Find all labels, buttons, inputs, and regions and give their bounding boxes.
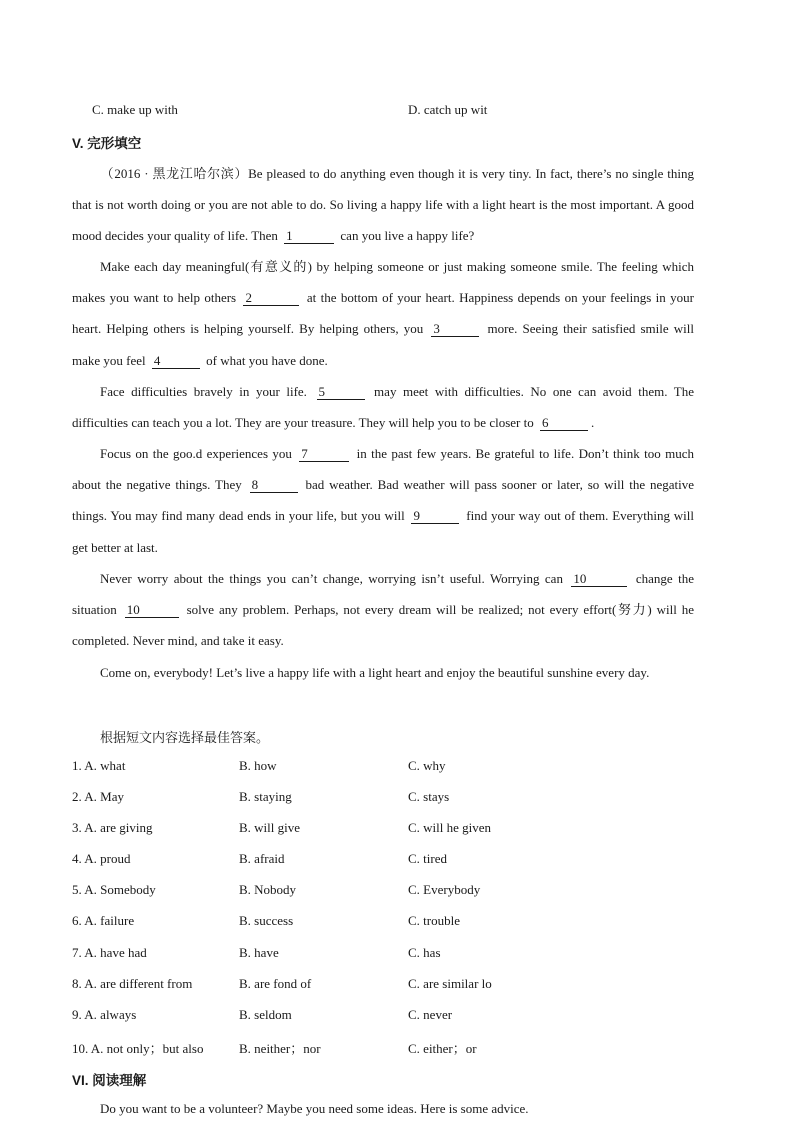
question-10-option-b[interactable]: B. neither；nor bbox=[239, 1041, 321, 1056]
question-3-option-b[interactable]: B. will give bbox=[239, 820, 301, 835]
blank-10a: 10 bbox=[571, 572, 627, 587]
question-1-option-c[interactable]: C. why bbox=[408, 758, 446, 773]
previous-option-d: D. catch up wit bbox=[408, 102, 488, 117]
question-5-option-a[interactable]: 5. A. Somebody bbox=[72, 882, 156, 897]
question-8-option-c[interactable]: C. are similar lo bbox=[408, 976, 492, 991]
passage-paragraph-1: （2016 · 黑龙江哈尔滨）Be pleased to do anything even though it is very tiny. In fact, there’s no single thing that is not worth doing or you are not able to do. So living a happy life with a light heart is the most important. A good mood decides your quality of life. Then 1 can you live a happy life? bbox=[72, 166, 694, 244]
question-2-option-c[interactable]: C. stays bbox=[408, 789, 450, 804]
question-8-option-b[interactable]: B. are fond of bbox=[239, 976, 312, 991]
passage-paragraph-3: Face difficulties bravely in your life. 5 may meet with difficulties. No one can avoid them. The difficulties can teach you a lot. They are your treasure. They will help you to be closer to 6 . bbox=[72, 384, 695, 431]
blank-2: 2 bbox=[243, 291, 299, 306]
question-3-option-a[interactable]: 3. A. are giving bbox=[72, 820, 153, 835]
section-vi-title: VI. 阅读理解 bbox=[72, 1073, 147, 1088]
question-9-option-b[interactable]: B. seldom bbox=[239, 1007, 292, 1022]
blank-8: 8 bbox=[250, 478, 298, 493]
question-5-option-b[interactable]: B. Nobody bbox=[239, 882, 297, 897]
blank-4: 4 bbox=[152, 354, 200, 369]
blank-3: 3 bbox=[431, 322, 479, 337]
question-1-option-b[interactable]: B. how bbox=[239, 758, 277, 773]
question-2-option-a[interactable]: 2. A. May bbox=[72, 789, 124, 804]
question-9-option-c[interactable]: C. never bbox=[408, 1007, 453, 1022]
instruction-text: 根据短文内容选择最佳答案。 bbox=[100, 730, 270, 745]
question-5-option-c[interactable]: C. Everybody bbox=[408, 882, 481, 897]
passage-paragraph-2: Make each day meaningful(有意义的) by helping someone or just making someone smile. The feeling which makes you want to help others 2 at the bottom of your heart. Happiness depends on your feelings in your heart. Helping others is helping yourself. By helping others, you 3 more. Seeing their satisfied smile will make you feel 4 of what you have done. bbox=[72, 259, 694, 368]
passage-paragraph-6: Come on, everybody! Let’s live a happy life with a light heart and enjoy the beautiful sunshine every day. bbox=[100, 665, 650, 680]
question-1-option-a[interactable]: 1. A. what bbox=[72, 758, 126, 773]
passage-paragraph-4: Focus on the goo.d experiences you 7 in the past few years. Be grateful to life. Don’t think too much about the negative things. They 8 bad weather. Bad weather will pass sooner or later, so will the negative things. You may find many dead ends in your life, but you will 9 find your way out of them. Everything will get better at last. bbox=[72, 446, 694, 555]
reading-intro: Do you want to be a volunteer? Maybe you need some ideas. Here is some advice. bbox=[100, 1101, 529, 1116]
question-9-option-a[interactable]: 9. A. always bbox=[72, 1007, 137, 1022]
section-v-title: V. 完形填空 bbox=[72, 136, 142, 151]
question-6-option-a[interactable]: 6. A. failure bbox=[72, 913, 135, 928]
blank-9: 9 bbox=[411, 509, 459, 524]
question-4-option-a[interactable]: 4. A. proud bbox=[72, 851, 131, 866]
blank-5: 5 bbox=[317, 385, 365, 400]
question-7-option-b[interactable]: B. have bbox=[239, 945, 279, 960]
question-2-option-b[interactable]: B. staying bbox=[239, 789, 292, 804]
question-8-option-a[interactable]: 8. A. are different from bbox=[72, 976, 193, 991]
blank-6: 6 bbox=[540, 416, 588, 431]
blank-7: 7 bbox=[299, 447, 349, 462]
question-10-option-a[interactable]: 10. A. not only；but also bbox=[72, 1041, 204, 1056]
passage-paragraph-5: Never worry about the things you can’t change, worrying isn’t useful. Worrying can 10 change the situation 10 solve any problem. Perhaps, not every dream will be realized; not every effort(努力) will he completed. Never mind, and take it easy. bbox=[72, 571, 695, 649]
blank-10b: 10 bbox=[125, 603, 179, 618]
question-7-option-c[interactable]: C. has bbox=[408, 945, 441, 960]
question-7-option-a[interactable]: 7. A. have had bbox=[72, 945, 147, 960]
question-4-option-c[interactable]: C. tired bbox=[408, 851, 447, 866]
previous-option-c: C. make up with bbox=[92, 102, 178, 117]
question-10-option-c[interactable]: C. either；or bbox=[408, 1041, 477, 1056]
question-3-option-c[interactable]: C. will he given bbox=[408, 820, 492, 835]
question-6-option-c[interactable]: C. trouble bbox=[408, 913, 460, 928]
blank-1: 1 bbox=[284, 229, 334, 244]
question-4-option-b[interactable]: B. afraid bbox=[239, 851, 285, 866]
question-6-option-b[interactable]: B. success bbox=[239, 913, 294, 928]
